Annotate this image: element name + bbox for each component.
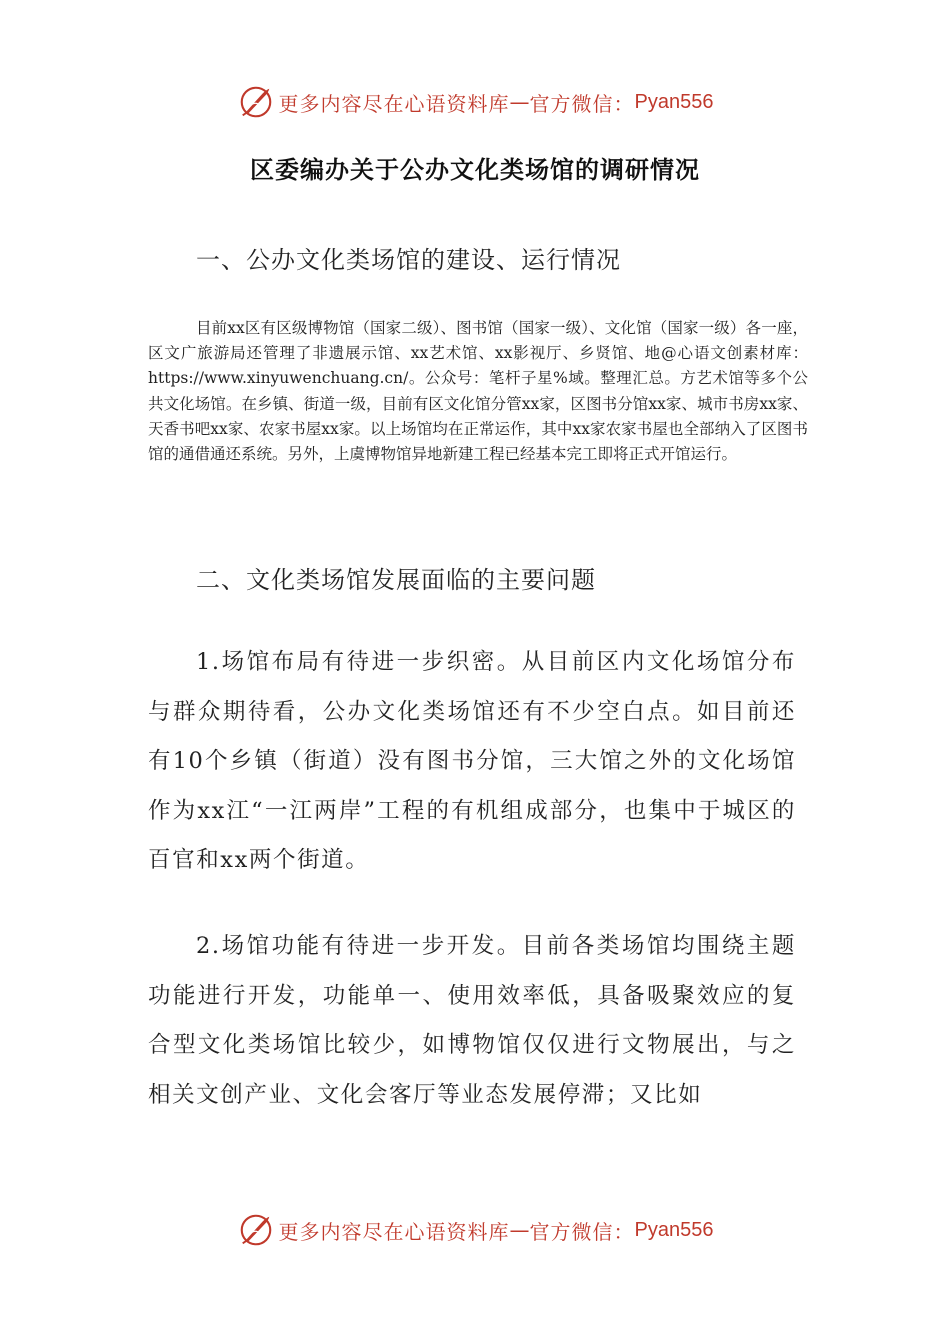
point2-paragraph: 2.场馆功能有待进一步开发。目前各类场馆均围绕主题功能进行开发，功能单一、使用效率低，具备吸聚效应的复合型文化类场馆比较少，如博物馆仅仅进行文物展出，与之相关文创产业、文化会客厅等业态发展停滞；又比如 (148, 933, 796, 1108)
banner-label: 官方微信： (529, 1219, 635, 1244)
quill-pen-logo-icon (237, 1211, 275, 1249)
header-banner (0, 80, 950, 124)
section1-paragraph: 目前xx区有区级博物馆（国家二级）、图书馆（国家一级）、文化馆（国家一级）各一座，区文广旅游局还管理了非遗展示馆、xx艺术馆、xx影视厅、乡贤馆、地@心语文创素材库：https://www.xinyuwenchuang.cn/。公众号：笔杆子星%域。整理汇总。方艺术馆等多个公共文化场馆。在乡镇、街道一级，目前有区文化馆分管xx家，区图书分馆xx家、城市书房xx家、天香书吧xx家、农家书屋xx家。以上场馆均在正常运作，其中xx家农家书屋也全部纳入了区图书馆的通借通还系统。另外，上虞博物馆异地新建工程已经基本完工即将正式开馆运行。 (148, 319, 808, 464)
banner-wechat-id: Pyan556 (634, 1218, 714, 1241)
banner-text: 更多内容尽在心语资料库 (278, 91, 510, 116)
quill-pen-logo-icon (237, 83, 275, 121)
point1-paragraph: 1.场馆布局有待进一步织密。从目前区内文化场馆分布与群众期待看，公办文化类场馆还有不少空白点。如目前还有10个乡镇（街道）没有图书分馆，三大馆之外的文化场馆作为xx江“一江两岸”工程的有机组成部分，也集中于城区的百官和xx两个街道。 (148, 649, 796, 873)
banner-label: 官方微信： (529, 91, 635, 116)
footer-banner (0, 1208, 950, 1252)
document-title: 区委编办关于公办文化类场馆的调研情况 (250, 156, 700, 184)
banner-separator: — (509, 90, 530, 114)
banner-separator: — (509, 1218, 530, 1242)
section1-heading: 一、公办文化类场馆的建设、运行情况 (196, 246, 621, 274)
section2-heading: 二、文化类场馆发展面临的主要问题 (196, 566, 596, 594)
banner-text: 更多内容尽在心语资料库 (278, 1219, 510, 1244)
banner-wechat-id: Pyan556 (634, 90, 714, 113)
